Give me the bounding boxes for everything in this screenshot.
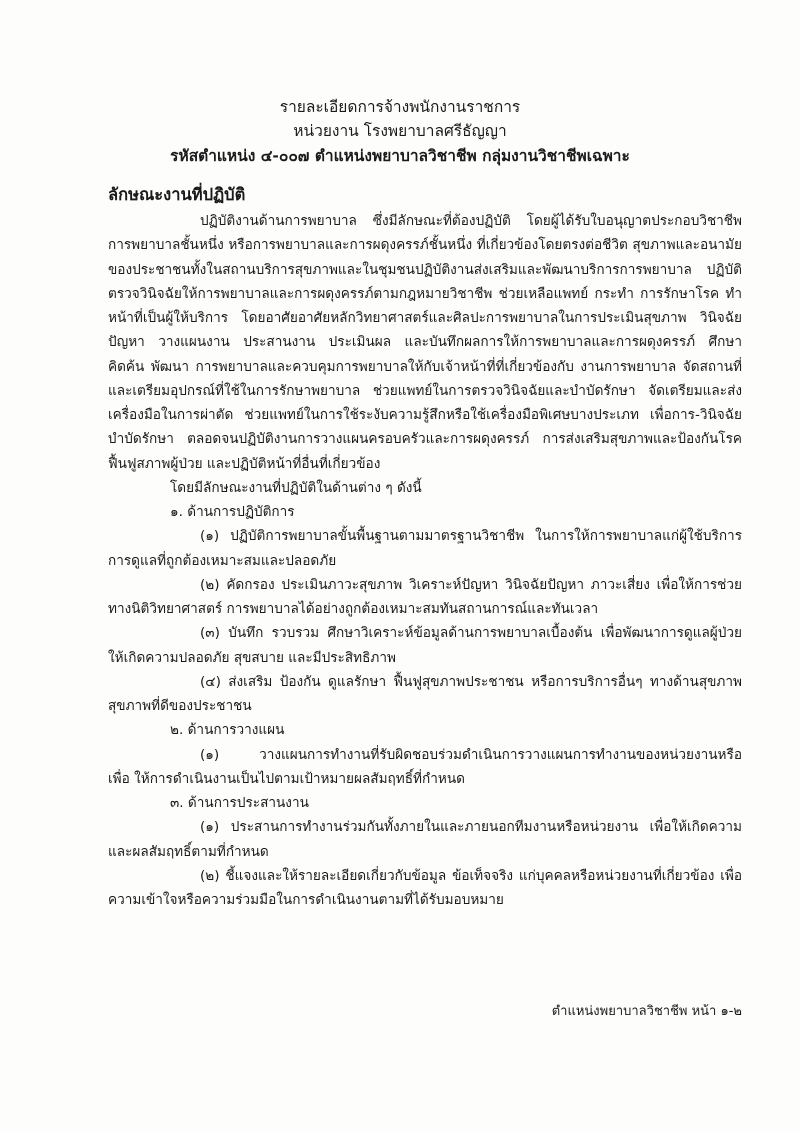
body-text-line: (๔) ส่งเสริม ป้องกัน ดูแลรักษา ฟื้นฟูสุขภาพประชาชน หรือการบริการอื่นๆ ทางด้านสุขภาพ <box>200 673 742 690</box>
body-text-line: ของประชาชนทั้งในสถานบริการสุขภาพและในชุมชนปฏิบัติงานส่งเสริมและพัฒนาบริการการพยาบาล ปฏิบัติ <box>108 261 742 278</box>
body-text-line: ปัญหา วางแผนงาน ประสานงาน ประเมินผล และบันทึกผลการให้การพยาบาลและการผดุงครรภ์ ศึกษา <box>108 334 742 351</box>
body-text-line: เพื่อ ให้การดำเนินงานเป็นไปตามเป้าหมายผลสัมฤทธิ์ที่กำหนด <box>108 770 465 787</box>
body-text-line: ตรวจวินิจฉัยให้การพยาบาลและการผดุงครรภ์ตามกฎหมายวิชาชีพ ช่วยเหลือแพทย์ กระทำ การรักษาโรค ทำ <box>108 285 742 302</box>
body-text-line: (๑) ปฏิบัติการพยาบาลขั้นพื้นฐานตามมาตรฐานวิชาชีพ ในการให้การพยาบาลแก่ผู้ใช้บริการ <box>200 528 742 545</box>
body-text-line: ๑. ด้านการปฏิบัติการ <box>170 504 295 520</box>
body-text-line: ทางนิติวิทยาศาสตร์ การพยาบาลได้อย่างถูกต้องเหมาะสมทันสถานการณ์และทันเวลา <box>108 601 599 617</box>
document-body <box>108 209 742 912</box>
body-text-line: (๒) คัดกรอง ประเมินภาวะสุขภาพ วิเคราะห์ปัญหา วินิจฉัยปัญหา ภาวะเสี่ยง เพื่อให้การช่วย <box>200 576 742 593</box>
body-text-line: หน้าที่เป็นผู้ให้บริการ โดยอาศัยอาศัยหลักวิทยาศาสตร์และศิลปะการพยาบาลในการประเมินสุขภาพ วินิจฉัย <box>108 310 742 326</box>
body-text-line: คิดค้น พัฒนา การพยาบาลและควบคุมการพยาบาลให้กับเจ้าหน้าที่ที่เกี่ยวข้องกับ งานการพยาบาล จัดสถานที่ <box>108 358 742 375</box>
document-title: รายละเอียดการจ้างพนักงานราชการ <box>279 98 521 116</box>
body-text-line: ฟื้นฟูสภาพผู้ป่วย และปฏิบัติหน้าที่อื่นที่เกี่ยวข้อง <box>108 455 381 472</box>
unit-name: หน่วยงาน โรงพยาบาลศรีธัญญา <box>293 122 507 140</box>
section-heading: ลักษณะงานที่ปฏิบัติ <box>108 185 246 204</box>
body-text-line: เครื่องมือในการผ่าตัด ช่วยแพทย์ในการใช้ระงับความรู้สึกหรือใช้เครื่องมือพิเศษบางประเภท เพื่อการ-วินิจฉัย <box>108 407 742 423</box>
body-text-line: (๒) ชี้แจงและให้รายละเอียดเกี่ยวกับข้อมูล ข้อเท็จจริง แก่บุคคลหรือหน่วยงานที่เกี่ยวข้อง เพื่อ <box>200 867 742 884</box>
body-text-line: การดูแลที่ถูกต้องเหมาะสมและปลอดภัย <box>108 552 337 569</box>
body-text-line: และผลสัมฤทธิ์ตามที่กำหนด <box>108 843 269 860</box>
body-text-line: โดยมีลักษณะงานที่ปฏิบัติในด้านต่าง ๆ ดังนี้ <box>170 479 422 496</box>
position-code-line: รหัสตำแหน่ง ๔-๐๐๗ ตำแหน่งพยาบาลวิชาชีพ กลุ่มงานวิชาชีพเฉพาะ <box>170 147 630 165</box>
body-text-line: ให้เกิดความปลอดภัย สุขสบาย และมีประสิทธิภาพ <box>108 649 396 666</box>
body-text-line: ๒. ด้านการวางแผน <box>170 722 285 739</box>
page-footer: ตำแหน่งพยาบาลวิชาชีพ หน้า ๑-๒ <box>551 1004 742 1019</box>
body-text-line: และเตรียมอุปกรณ์ที่ใช้ในการรักษาพยาบาล ช่วยแพทย์ในการตรวจวินิจฉัยและบำบัดรักษา จัดเตรียมและส่ง <box>108 382 742 399</box>
body-text-line: ๓. ด้านการประสานงาน <box>170 795 309 811</box>
body-text-line: การพยาบาลชั้นหนึ่ง หรือการพยาบาลและการผดุงครรภ์ชั้นหนึ่ง ที่เกี่ยวข้องโดยตรงต่อชีวิต สุขภาพและอนามัย <box>108 237 742 254</box>
body-text-line: ปฏิบัติงานด้านการพยาบาล ซึ่งมีลักษณะที่ต้องปฏิบัติ โดยผู้ได้รับใบอนุญาตประกอบวิชาชีพ <box>200 213 742 229</box>
body-text-line: ความเข้าใจหรือความร่วมมือในการดำเนินงานตามที่ได้รับมอบหมาย <box>108 892 504 908</box>
body-text-line: สุขภาพที่ดีของประชาชน <box>108 698 252 714</box>
body-text-line: (๑) ประสานการทำงานร่วมกันทั้งภายในและภายนอกทีมงานหรือหน่วยงาน เพื่อให้เกิดความ <box>200 819 742 836</box>
body-text-line: (๑) วางแผนการทำงานที่รับผิดชอบร่วมดำเนินการวางแผนการทำงานของหน่วยงานหรือ <box>200 746 742 763</box>
body-text-line: บำบัดรักษา ตลอดจนปฏิบัติงานการวางแผนครอบครัวและการผดุงครรภ์ การส่งเสริมสุขภาพและป้องกันโรค <box>108 431 742 448</box>
body-text-line: (๓) บันทึก รวบรวม ศึกษาวิเคราะห์ข้อมูลด้านการพยาบาลเบื้องต้น เพื่อพัฒนาการดูแลผู้ป่วย <box>200 625 742 642</box>
